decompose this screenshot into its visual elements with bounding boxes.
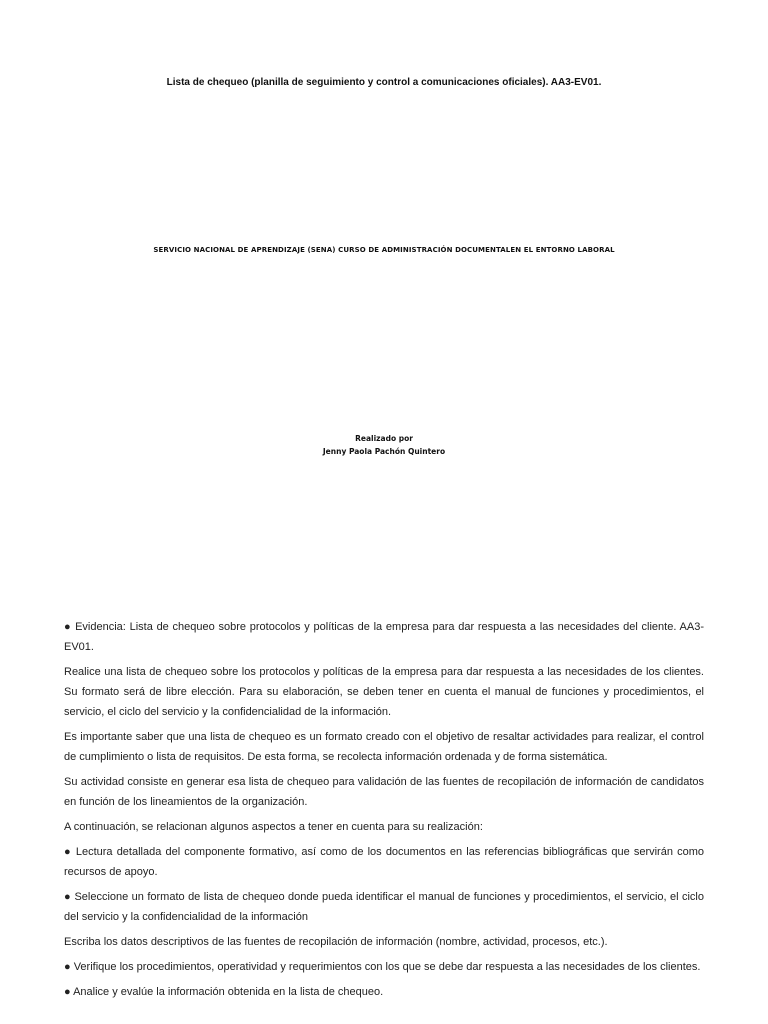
definition-paragraph: Es importante saber que una lista de chequeo es un formato creado con el objetivo de resaltar actividades para realizar, el control de cumplimiento o lista de requisitos. De esta forma, se recolecta información ordenada y de forma sistemática. xyxy=(64,731,704,763)
instruction-paragraph: Realice una lista de chequeo sobre los protocolos y políticas de la empresa para dar respuesta a las necesidades de los clientes. Su formato será de libre elección. Para su elaboración, se deben tener en cuenta el manual de funciones y procedimientos, el servicio, el ciclo del servicio y la confidencialidad de la información. xyxy=(64,666,704,718)
aspects-intro-paragraph: A continuación, se relacionan algunos aspectos a tener en cuenta para su realización: xyxy=(64,821,483,833)
body-text xyxy=(64,617,704,1007)
author-name: Jenny Paola Pachón Quintero xyxy=(322,447,446,456)
author-block xyxy=(0,432,768,458)
activity-paragraph: Su actividad consiste en generar esa lista de chequeo para validación de las fuentes de recopilación de información de candidatos en función de los lineamientos de la organización. xyxy=(64,776,704,808)
descriptive-data-paragraph: Escriba los datos descriptivos de las fuentes de recopilación de información (nombre, actividad, procesos, etc.). xyxy=(64,936,608,948)
bullet-reading: ● Lectura detallada del componente formativo, así como de los documentos en las referencias bibliográficas que servirán como recursos de apoyo. xyxy=(64,846,704,878)
evidence-paragraph: ● Evidencia: Lista de chequeo sobre protocolos y políticas de la empresa para dar respuesta a las necesidades del cliente. AA3-EV01. xyxy=(64,621,704,653)
institution-heading: SERVICIO NACIONAL DE APRENDIZAJE (SENA) CURSO DE ADMINISTRACIÓN DOCUMENTALEN EL ENTORNO LABORAL xyxy=(153,246,615,254)
bullet-verify: ● Verifique los procedimientos, operatividad y requerimientos con los que se debe dar respuesta a las necesidades de los clientes. xyxy=(64,961,701,973)
bullet-format: ● Seleccione un formato de lista de chequeo donde pueda identificar el manual de funciones y procedimientos, el servicio, el ciclo del servicio y la confidencialidad de la información xyxy=(64,891,704,923)
author-label: Realizado por xyxy=(355,434,413,443)
bullet-analyze: ● Analice y evalúe la información obtenida en la lista de chequeo. xyxy=(64,986,384,998)
document-title: Lista de chequeo (planilla de seguimiento y control a comunicaciones oficiales). AA3-EV01. xyxy=(166,77,602,88)
